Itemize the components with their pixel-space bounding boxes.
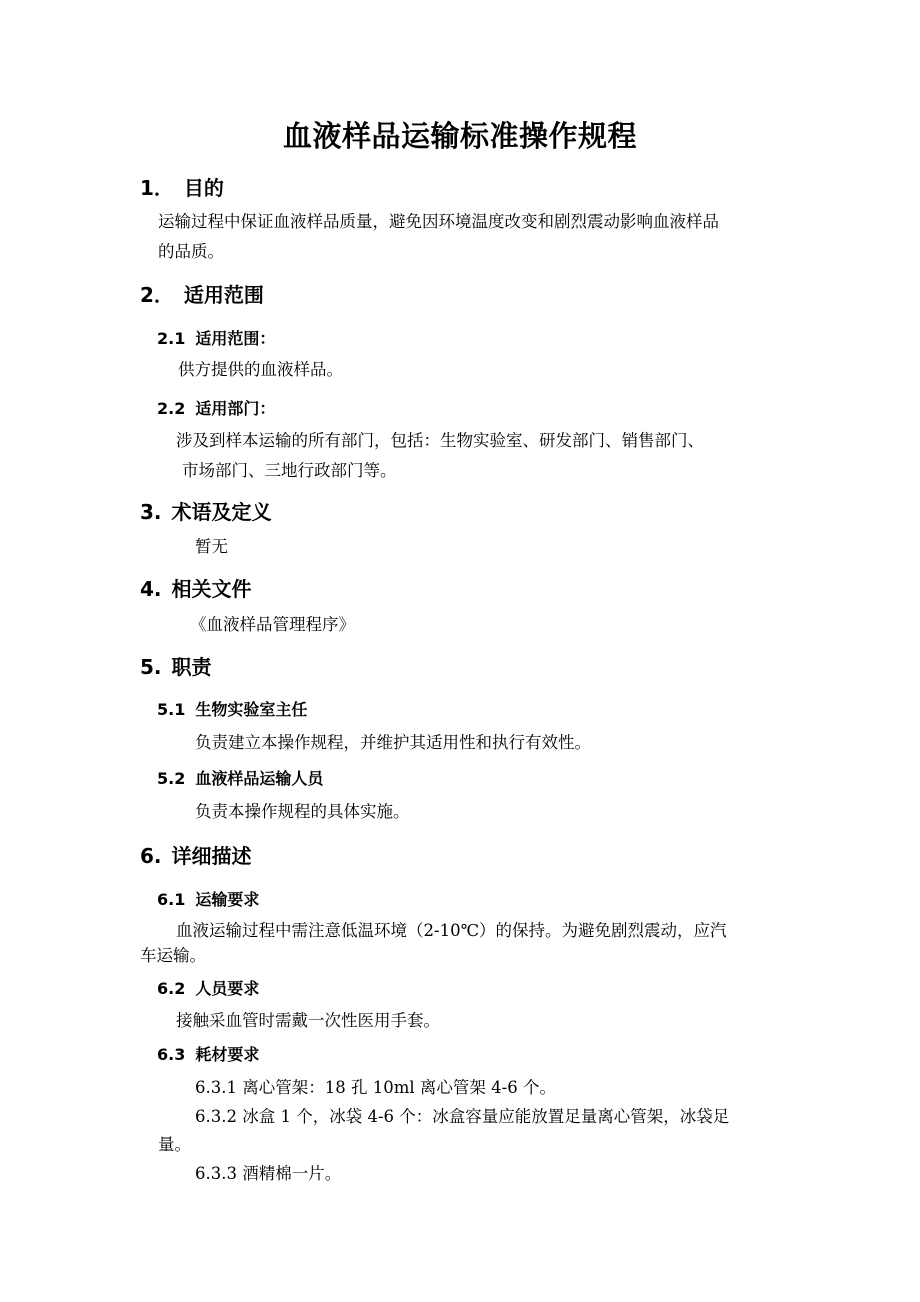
section-heading-scope: [140, 279, 264, 308]
subsection-number: 2.1: [157, 329, 186, 348]
document-title: 血液样品运输标准操作规程: [282, 119, 637, 153]
subsection-number: 6.1: [157, 890, 186, 909]
section-number: 5.: [140, 655, 162, 679]
section-heading-related-docs: [140, 573, 252, 602]
paragraph-line: 供方提供的血液样品。: [178, 360, 343, 379]
section-number: 3.: [140, 500, 162, 524]
section-title: 术语及定义: [171, 500, 272, 524]
paragraph-line: 涉及到样本运输的所有部门，包括：生物实验室、研发部门、销售部门、: [176, 431, 704, 450]
subsection-title: 生物实验室主任: [195, 700, 308, 719]
section-title: 详细描述: [171, 844, 252, 868]
section-heading-terms: [140, 496, 272, 525]
subsection-heading: [157, 976, 259, 999]
subsection-heading: [157, 326, 275, 349]
paragraph-line: 接触采血管时需戴一次性医用手套。: [176, 1011, 440, 1030]
subsection-heading: [157, 766, 323, 789]
paragraph-line: 运输过程中保证血液样品质量，避免因环境温度改变和剧烈震动影响血液样品: [158, 212, 719, 231]
subsection-title: 适用范围：: [195, 329, 276, 348]
subsection-title: 血液样品运输人员: [195, 769, 324, 788]
paragraph-line: 负责本操作规程的具体实施。: [195, 802, 410, 821]
subsection-number: 6.3: [157, 1045, 186, 1064]
subsection-heading: [157, 396, 275, 419]
subsection-title: 人员要求: [195, 979, 260, 998]
paragraph-line: 《血液样品管理程序》: [190, 615, 355, 634]
paragraph-line: 车运输。: [140, 946, 206, 965]
subsection-number: 5.2: [157, 769, 186, 788]
subsection-number: 6.2: [157, 979, 186, 998]
subsection-number: 2.2: [157, 399, 186, 418]
subsection-title: 运输要求: [195, 890, 260, 909]
section-title: 目的: [183, 176, 224, 200]
section-number: 6.: [140, 844, 162, 868]
paragraph-line: 负责建立本操作规程，并维护其适用性和执行有效性。: [195, 733, 591, 752]
section-heading-details: [140, 840, 252, 869]
subsection-title: 适用部门：: [195, 399, 276, 418]
section-number: 2．: [140, 283, 174, 307]
paragraph-line: 市场部门、三地行政部门等。: [182, 461, 397, 480]
paragraph-line: 6.3.2 冰盒 1 个，冰袋 4-6 个：冰盒容量应能放置足量离心管架，冰袋足: [195, 1107, 730, 1126]
subsection-heading: [157, 1042, 259, 1065]
paragraph-line: 血液运输过程中需注意低温环境（2-10℃）的保持。为避免剧烈震动，应汽: [176, 921, 727, 940]
paragraph-line: 量。: [158, 1135, 191, 1154]
paragraph-line: 6.3.3 酒精棉一片。: [195, 1164, 342, 1183]
section-number: 1．: [140, 176, 174, 200]
section-heading-purpose: [140, 172, 224, 201]
subsection-heading: [157, 697, 307, 720]
section-title: 适用范围: [183, 283, 264, 307]
subsection-heading: [157, 887, 259, 910]
paragraph-line: 6.3.1 离心管架：18 孔 10ml 离心管架 4-6 个。: [195, 1078, 556, 1097]
paragraph-line: 的品质。: [158, 242, 224, 261]
subsection-title: 耗材要求: [195, 1045, 260, 1064]
section-heading-responsibilities: [140, 651, 212, 680]
section-title: 相关文件: [171, 577, 252, 601]
paragraph-line: 暂无: [195, 537, 228, 556]
section-title: 职责: [171, 655, 212, 679]
subsection-number: 5.1: [157, 700, 186, 719]
section-number: 4.: [140, 577, 162, 601]
